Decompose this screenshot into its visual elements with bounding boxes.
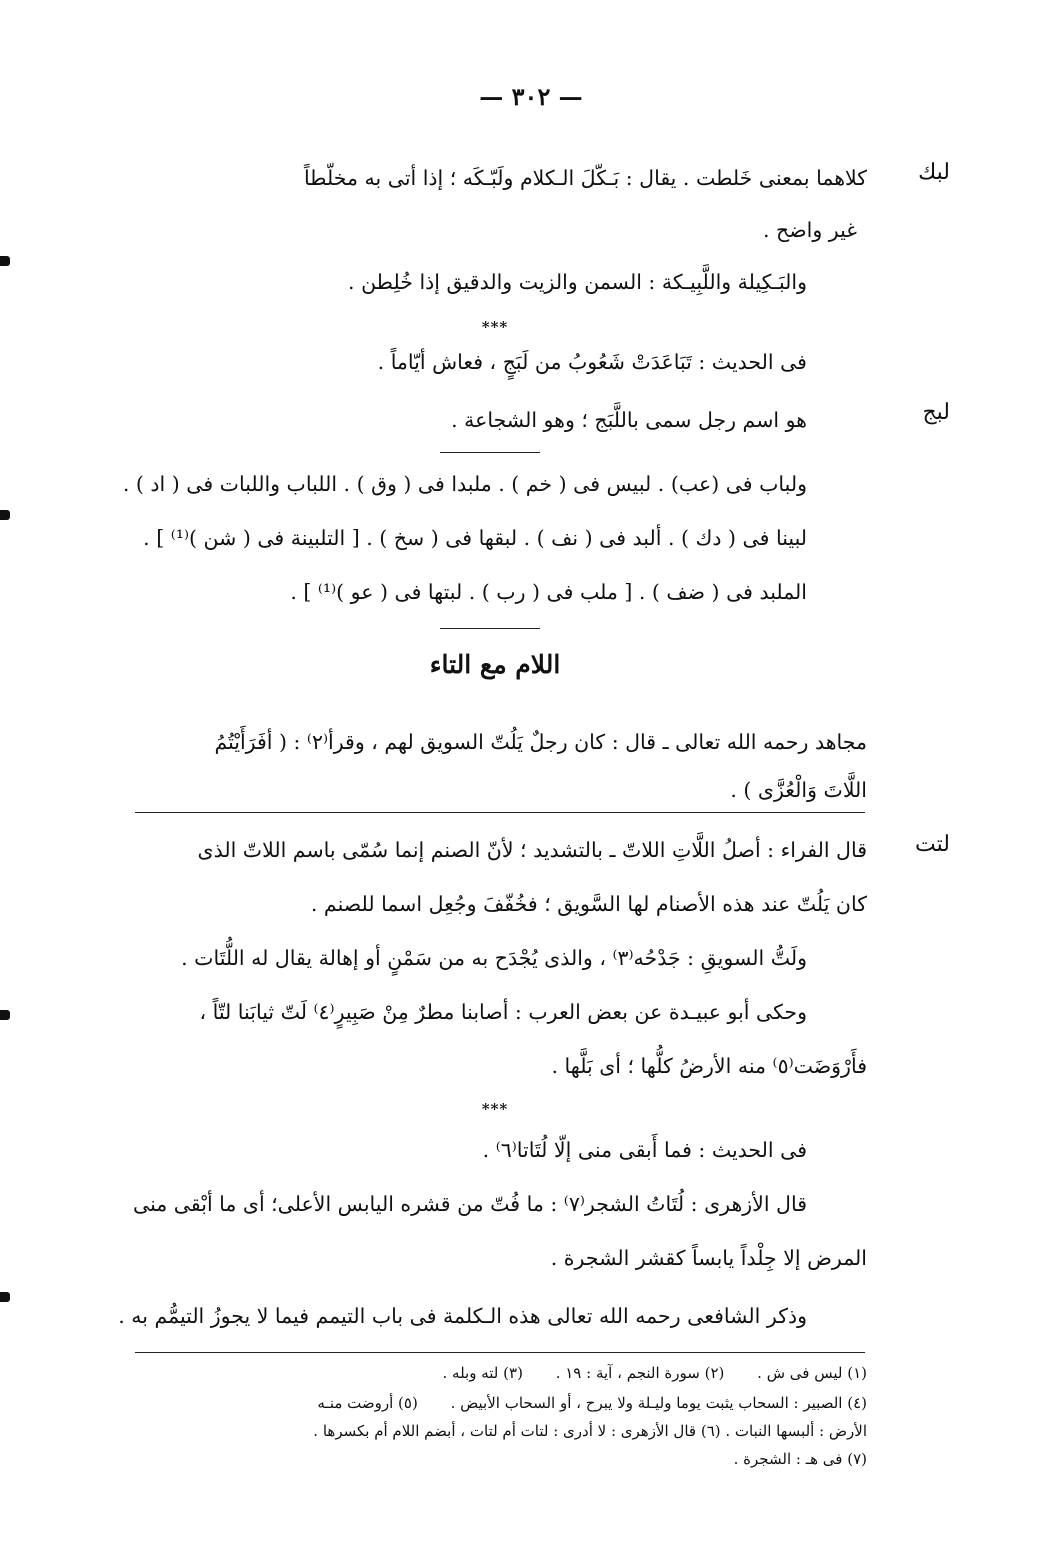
footnote-1: (١) ليس فى ش . <box>757 1364 867 1382</box>
mujahid-line-1: مجاهد رحمه الله تعالى ـ قال : كان رجلٌ يَلُتّ السويق لهم ، وقرأ⁽٢⁾ : ( أفَرَأَيْتُمُ <box>214 730 867 754</box>
page-number: — ٣٠٢ — <box>479 82 583 111</box>
footnote-5: (٥) أروضت منـه <box>317 1394 418 1412</box>
footnotes-line-4: (٧) فى هـ : الشجرة . <box>733 1450 867 1468</box>
margin-mark <box>0 256 10 266</box>
separator-stars: *** <box>481 318 509 336</box>
headword-labak: لبك <box>918 160 950 185</box>
footnotes-line-1 <box>415 1360 868 1386</box>
azhari-line-1: قال الأزهرى : لُتَاتُ الشجر⁽٧⁾ : ما فُتّ من قشره اليابس الأعلى؛ أى ما أبْقى منى <box>133 1192 807 1216</box>
labaj-line: هو اسم رجل سمى باللَّبَج ؛ وهو الشجاعة . <box>451 408 807 432</box>
margin-mark <box>0 1010 10 1020</box>
section-heading: اللام مع التاء <box>429 650 561 679</box>
labak-line-3: والبَـكِيلة واللَّبِيـكة : السمن والزيت والدقيق إذا خُلِطن . <box>348 270 807 294</box>
footnote-2: (٢) سورة النجم ، آية : ١٩ . <box>555 1364 725 1382</box>
azhari-line-2: المرض إلا جِلْداً يابساً كقشر الشجرة . <box>550 1246 867 1270</box>
latat-line-1: قال الفراء : أصلُ اللَّاتِ اللاتّ ـ بالتشديد ؛ لأنّ الصنم إنما سُمّى باسم اللاتّ الذى <box>197 838 867 862</box>
margin-mark <box>0 510 10 520</box>
headword-latat: لتت <box>915 832 950 857</box>
latat-line-3: ولَتُّ السويقِ : جَدْحُه⁽٣⁾ ، والذى يُجْدَح به من سَمْنٍ أو إهالة يقال له اللُّتَات . <box>181 946 807 970</box>
separator-stars: *** <box>481 1100 509 1118</box>
shafii-line: وذكر الشافعى رحمه الله تعالى هذه الـكلمة فى باب التيمم فيما لا يجوزُ التيمُّم به . <box>118 1304 807 1328</box>
headword-labaj: لبج <box>922 400 950 425</box>
labak-line-2: غير واضح . <box>762 218 857 242</box>
labak-line-1: كلاهما بمعنى خَلطت . يقال : بَـكّلَ الـكلام ولَبّـكَه ؛ إذا أتى به مخلّطاً <box>303 166 867 190</box>
footnote-divider <box>135 1352 865 1353</box>
latat-line-5: فأَرْوَضَت⁽٥⁾ منه الأرضُ كلُّها ؛ أى بَلَّها . <box>551 1054 867 1078</box>
crossref-line-3: الملبد فى ( ضف ) . [ ملب فى ( رب ) . لبتها فى ( عو )⁽¹⁾ ] . <box>290 580 807 604</box>
latat-line-4: وحكى أبو عبيـدة عن بعض العرب : أصابنا مطرٌ مِنْ صَبِيرٍ⁽٤⁾ لَتّ ثيابَنا لتّاً ، <box>199 1000 807 1024</box>
hadith-lbj: فى الحديث : تَبَاعَدَتْ شَعُوبُ من لَبَجٍ ، فعاش أيّاماً . <box>377 350 807 374</box>
footnote-3: (٣) لته وبله . <box>442 1364 523 1382</box>
latat-line-2: كان يَلُتّ عند هذه الأصنام لها السَّويق ؛ فخُفّفَ وجُعِل اسما للصنم . <box>310 892 867 916</box>
divider-long <box>135 812 865 813</box>
divider-short <box>440 452 540 453</box>
footnotes-line-2 <box>289 1390 867 1416</box>
margin-mark <box>0 1292 10 1302</box>
footnotes-line-3: الأرض : ألبسها النبات . (٦) قال الأزهرى : لا أدرى : لتات أم لتات ، أبضم اللام أم بكسرها . <box>313 1422 867 1440</box>
crossref-line-1: ولباب فى (عب) . لبيس فى ( خم ) . ملبدا فى ( وق ) . اللباب واللبات فى ( اد ) . <box>122 472 807 496</box>
crossref-line-2: لبينا فى ( دك ) . ألبد فى ( نف ) . لبقها فى ( سخ ) . [ التلبينة فى ( شن )⁽¹⁾ ] . <box>143 526 807 550</box>
hadith-ltt: فى الحديث : فما أَبقى منى إلّا لُتَاتا⁽٦⁾ . <box>482 1138 807 1162</box>
footnote-4: (٤) الصبير : السحاب يثبت يوما وليـلة ولا يبرح ، أو السحاب الأبيض . <box>450 1394 867 1412</box>
divider-short <box>440 628 540 629</box>
mujahid-line-2: اللَّاتَ وَالْعُزَّى ) . <box>730 778 867 802</box>
